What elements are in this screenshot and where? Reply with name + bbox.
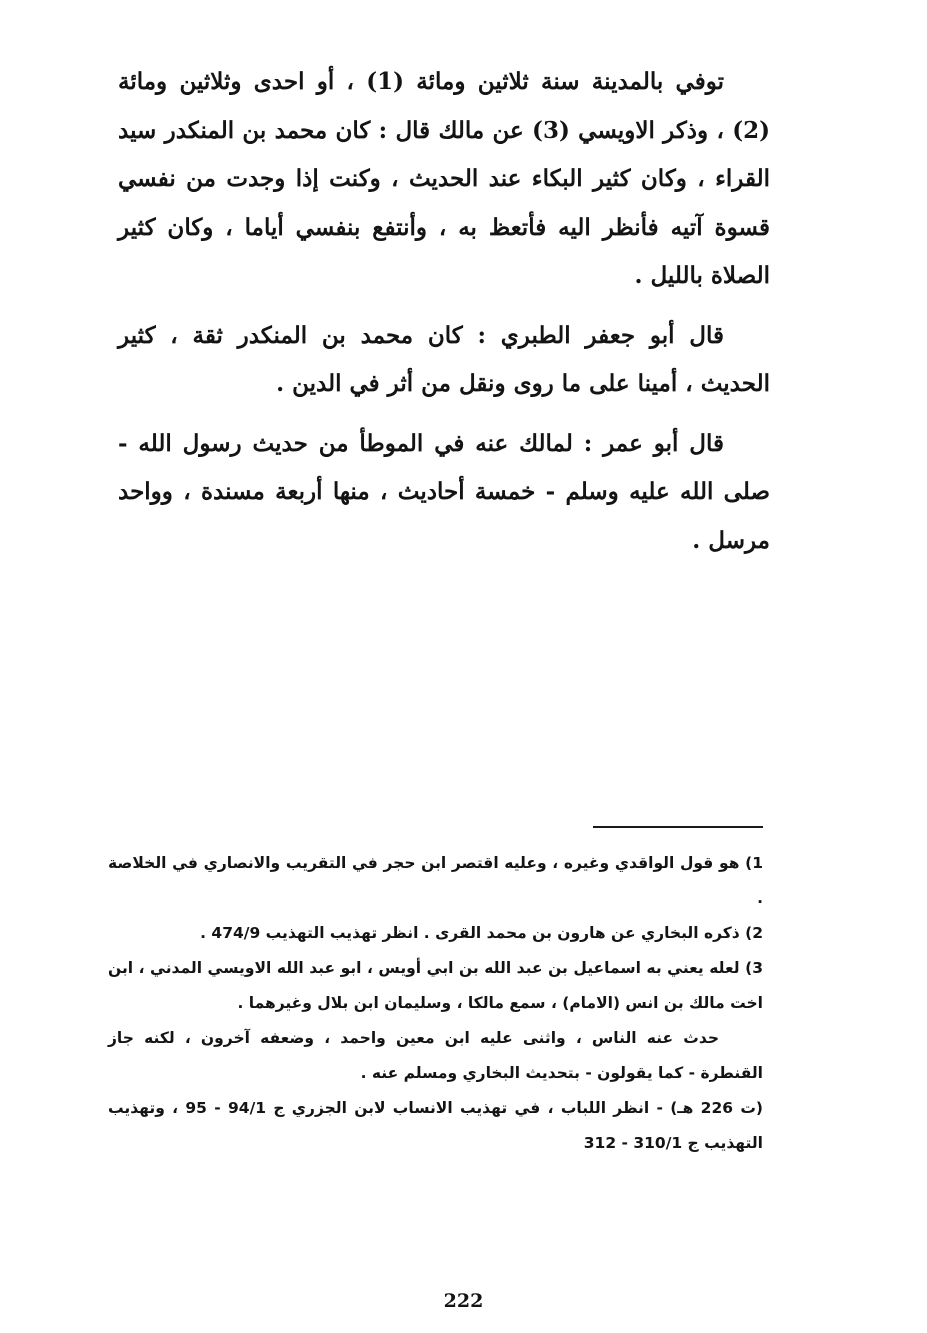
footnote-3-references: (ت 226 هـ) - انظر اللباب ، في تهذيب الانساب لابن الجزري ج 94/1 - 95 ، وتهذيب التهذيب ج 310/1 - 312 [108, 1099, 763, 1152]
footnote-3-continued: حدث عنه الناس ، واثنى عليه ابن معين واحمد ، وضعفه آخرون ، لكنه جاز القنطرة - كما يقولون - بتحديث البخاري ومسلم عنه . [108, 1029, 763, 1082]
paragraph-tabari-quote: قال أبو جعفر الطبري : كان محمد بن المنكدر ثقة ، كثير الحديث ، أمينا على ما روى ونقل من أثر في الدين . [118, 321, 770, 397]
paragraph-abu-umar-quote: قال أبو عمر : لمالك عنه في الموطأ من حديث رسول الله - صلى الله عليه وسلم - خمسة أحاديث ، منها أربعة مسندة ، وواحد مرسل . [118, 429, 770, 554]
page-number: 222 [443, 1290, 484, 1312]
footnote-2: 2) ذكره البخاري عن هارون بن محمد القرى . انظر تهذيب التهذيب 474/9 . [200, 924, 763, 942]
footnote-3: 3) لعله يعني به اسماعيل بن عبد الله بن ابي أويس ، ابو عبد الله الاويسي المدني ، ابن اخت مالك بن انس (الامام) ، سمع مالكا ، وسليمان ابن بلال وغيرهما . [108, 959, 763, 1012]
footnotes [108, 846, 763, 1161]
footnote-1: 1) هو قول الواقدي وغيره ، وعليه اقتصر ابن حجر في التقريب والانصاري في الخلاصة . [108, 854, 763, 907]
main-text [118, 58, 770, 576]
footnote-separator [593, 826, 763, 828]
paragraph-death-and-piety: توفي بالمدينة سنة ثلاثين ومائة (1) ، أو احدى وثلاثين ومائة (2) ، وذكر الاويسي (3) عن مالك قال : كان محمد بن المنكدر سيد القراء ، وكان كثير البكاء عند الحديث ، وكنت إذا وجدت من نفسي قسوة آتيه فأنظر اليه فأتعظ به ، وأنتفع بنفسي أياما ، وكان كثير الصلاة بالليل . [118, 68, 770, 289]
